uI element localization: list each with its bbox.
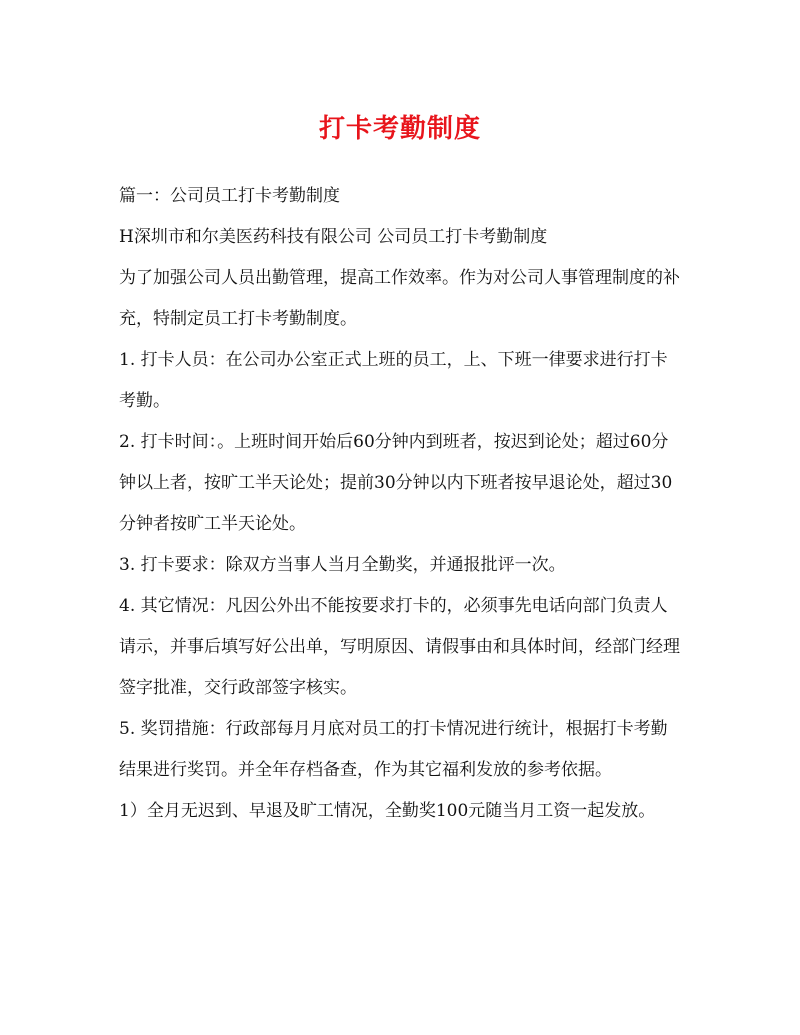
document-title: 打卡考勤制度	[318, 114, 481, 144]
list-item: 1）全月无迟到、早退及旷工情况，全勤奖100元随当月工资一起发放。	[119, 801, 656, 821]
list-item: 4. 其它情况：凡因公外出不能按要求打卡的，必须事先电话向部门负责人请示，并事后填写好公出单，写明原因、请假事由和具体时间，经部门经理签字批准，交行政部签字核实。	[119, 596, 680, 698]
list-item: 3. 打卡要求：除双方当事人当月全勤奖，并通报批评一次。	[119, 555, 566, 575]
intro-paragraph: 为了加强公司人员出勤管理，提高工作效率。作为对公司人事管理制度的补充，特制定员工打卡考勤制度。	[119, 268, 680, 329]
list-item: 5. 奖罚措施：行政部每月月底对员工的打卡情况进行统计，根据打卡考勤结果进行奖罚。并全年存档备查，作为其它福利发放的参考依据。	[119, 719, 668, 780]
list-item: 1. 打卡人员：在公司办公室正式上班的员工，上、下班一律要求进行打卡考勤。	[119, 350, 668, 411]
company-line: H深圳市和尔美医药科技有限公司 公司员工打卡考勤制度	[119, 227, 548, 247]
list-item: 2. 打卡时间：。上班时间开始后60分钟内到班者，按迟到论处；超过60分钟以上者，按旷工半天论处；提前30分钟以内下班者按早退论处，超过30分钟者按旷工半天论处。	[119, 432, 673, 534]
section-heading: 篇一：公司员工打卡考勤制度	[119, 186, 340, 206]
document-body	[119, 176, 684, 832]
